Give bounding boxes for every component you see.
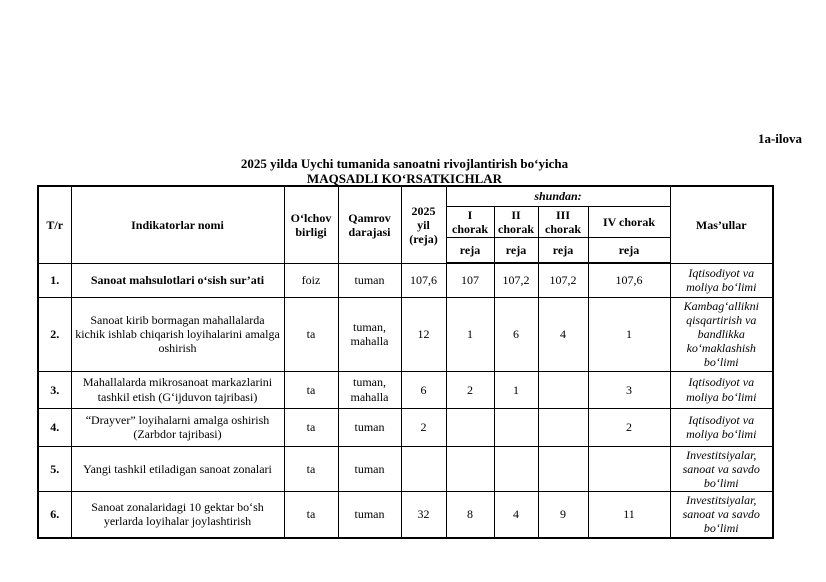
header-coverage: Qamrov darajasi — [338, 186, 401, 263]
q3-cell — [538, 371, 588, 408]
q2-cell: 4 — [494, 492, 538, 538]
annex-label: 1a-ilova — [757, 131, 802, 146]
responsible-cell: Iqtisodiyot va moliya bo‘limi — [670, 371, 773, 408]
title-line-1: 2025 yilda Uychi tumanida sanoatni rivojlantirish bo‘yicha — [240, 156, 569, 171]
header-q4: IV chorak — [588, 206, 670, 237]
table-row — [38, 492, 773, 538]
unit-cell: ta — [284, 446, 338, 491]
q4-cell: 2 — [588, 408, 670, 446]
plan-cell: 6 — [401, 371, 446, 408]
responsible-cell: Investitsiyalar, sanoat va savdo bo‘limi — [670, 446, 773, 491]
table-row — [38, 408, 773, 446]
header-q2: II chorak — [494, 206, 538, 237]
responsible-cell: Kambag‘allikni qisqartirish va bandlikka ko‘maklashish bo‘limi — [670, 297, 773, 371]
coverage-cell: tuman, mahalla — [338, 371, 401, 408]
indicators-table — [37, 185, 774, 539]
indicator-cell: Sanoat zonalaridagi 10 gektar bo‘sh yerlarda loyihalar joylashtirish — [71, 492, 284, 538]
title-line-2: MAQSADLI KO‘RSATKICHLAR — [306, 170, 503, 186]
q2-cell — [494, 446, 538, 491]
row-number-cell: 5. — [38, 446, 71, 491]
row-number-cell: 1. — [38, 263, 71, 297]
q2-cell: 1 — [494, 371, 538, 408]
coverage-cell: tuman — [338, 492, 401, 538]
coverage-cell: tuman — [338, 408, 401, 446]
q4-cell — [588, 446, 670, 491]
indicator-cell: Sanoat kirib bormagan mahallalarda kichik ishlab chiqarish loyihalarini amalga oshirish — [71, 297, 284, 371]
responsible-cell: Investitsiyalar, sanoat va savdo bo‘limi — [670, 492, 773, 538]
q4-cell: 3 — [588, 371, 670, 408]
q2-cell: 6 — [494, 297, 538, 371]
unit-cell: ta — [284, 297, 338, 371]
header-q3-reja: reja — [538, 237, 588, 263]
header-year-plan: 2025 yil (reja) — [401, 186, 446, 263]
q1-cell — [446, 446, 494, 491]
unit-cell: ta — [284, 492, 338, 538]
header-q1: I chorak — [446, 206, 494, 237]
q3-cell — [538, 408, 588, 446]
header-q2-reja: reja — [494, 237, 538, 263]
responsible-cell: Iqtisodiyot va moliya bo‘limi — [670, 263, 773, 297]
row-number-cell: 4. — [38, 408, 71, 446]
table-row — [38, 263, 773, 297]
responsible-cell: Iqtisodiyot va moliya bo‘limi — [670, 408, 773, 446]
table-row — [38, 297, 773, 371]
q1-cell: 1 — [446, 297, 494, 371]
indicator-cell: Sanoat mahsulotlari o‘sish sur’ati — [71, 263, 284, 297]
header-unit: O‘lchov birligi — [284, 186, 338, 263]
coverage-cell: tuman — [338, 263, 401, 297]
unit-cell: ta — [284, 371, 338, 408]
plan-cell — [401, 446, 446, 491]
row-number-cell: 3. — [38, 371, 71, 408]
q2-cell — [494, 408, 538, 446]
q3-cell — [538, 446, 588, 491]
q4-cell: 107,6 — [588, 263, 670, 297]
q1-cell: 107 — [446, 263, 494, 297]
q3-cell: 4 — [538, 297, 588, 371]
plan-cell: 32 — [401, 492, 446, 538]
table-row — [38, 371, 773, 408]
header-tr: T/r — [38, 186, 71, 263]
q4-cell: 11 — [588, 492, 670, 538]
q1-cell: 2 — [446, 371, 494, 408]
header-q1-reja: reja — [446, 237, 494, 263]
row-number-cell: 2. — [38, 297, 71, 371]
unit-cell: ta — [284, 408, 338, 446]
header-responsible: Mas’ullar — [670, 186, 773, 263]
header-shundan: shundan: — [446, 186, 670, 206]
coverage-cell: tuman — [338, 446, 401, 491]
header-q4-reja: reja — [588, 237, 670, 263]
header-indicator: Indikatorlar nomi — [71, 186, 284, 263]
q3-cell: 9 — [538, 492, 588, 538]
q1-cell — [446, 408, 494, 446]
indicator-cell: Yangi tashkil etiladigan sanoat zonalari — [71, 446, 284, 491]
plan-cell: 12 — [401, 297, 446, 371]
document-title — [37, 157, 772, 186]
indicator-cell: “Drayver” loyihalarni amalga oshirish (Zarbdor tajribasi) — [71, 408, 284, 446]
plan-cell: 2 — [401, 408, 446, 446]
table-row — [38, 446, 773, 491]
q4-cell: 1 — [588, 297, 670, 371]
plan-cell: 107,6 — [401, 263, 446, 297]
row-number-cell: 6. — [38, 492, 71, 538]
q3-cell: 107,2 — [538, 263, 588, 297]
unit-cell: foiz — [284, 263, 338, 297]
indicator-cell: Mahallalarda mikrosanoat markazlarini tashkil etish (G‘ijduvon tajribasi) — [71, 371, 284, 408]
header-q3: III chorak — [538, 206, 588, 237]
q2-cell: 107,2 — [494, 263, 538, 297]
header-row-shundan — [38, 186, 773, 206]
coverage-cell: tuman, mahalla — [338, 297, 401, 371]
q1-cell: 8 — [446, 492, 494, 538]
